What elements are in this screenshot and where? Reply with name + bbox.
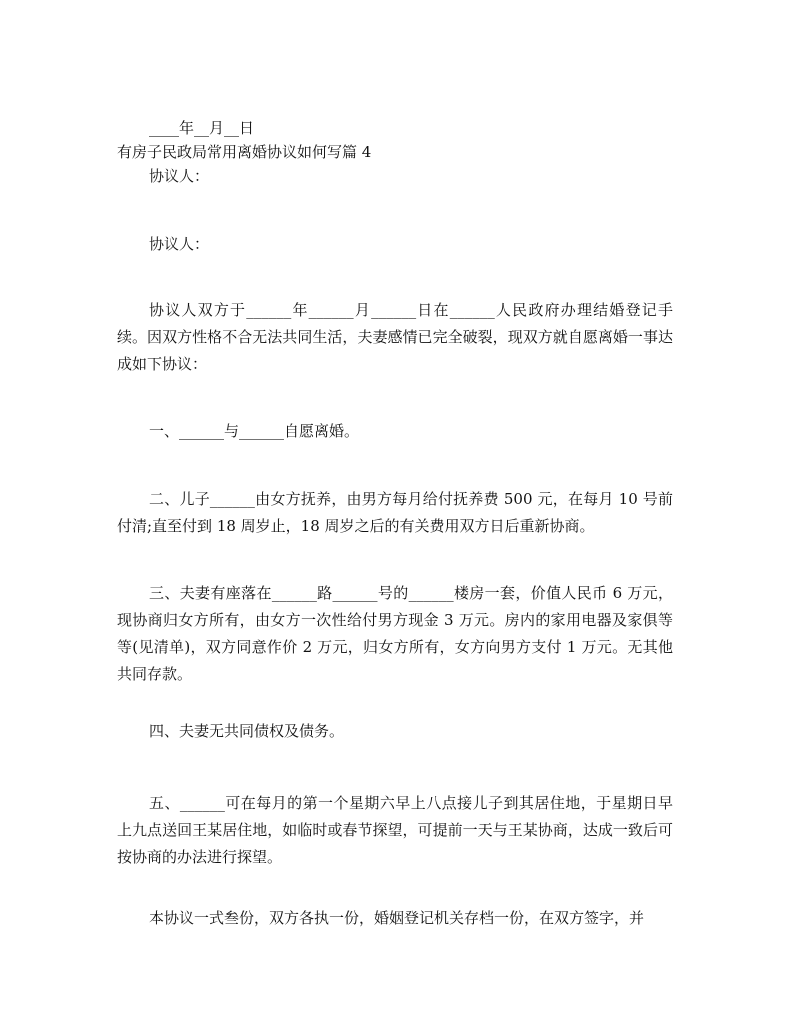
clause-4-paragraph: 四、夫妻无共同债权及债务。: [149, 722, 345, 740]
party-2-label: 协议人：: [149, 235, 210, 253]
party-1-label: 协议人：: [149, 167, 210, 185]
clause-5-paragraph: 五、______可在每月的第一个星期六早上八点接儿子到其居住地，于星期日早上九点送回王某居住地，如临时或春节探望，可提前一天与王某协商，达成一致后可按协商的办法进行探望。: [117, 794, 673, 866]
intro-paragraph: 协议人双方于______年______月______日在______人民政府办理结婚登记手续。因双方性格不合无法共同生活，夫妻感情已完全破裂，现双方就自愿离婚一事达成如下协议：: [117, 301, 673, 373]
clause-1-paragraph: 一、______与______自愿离婚。: [149, 422, 360, 440]
document-title: 有房子民政局常用离婚协议如何写篇 4: [117, 143, 372, 161]
date-line: ____年__月__日: [149, 119, 255, 137]
closing-paragraph: 本协议一式叁份，双方各执一份，婚姻登记机关存档一份，在双方签字，并: [149, 909, 645, 927]
clause-2-paragraph: 二、儿子______由女方抚养，由男方每月给付抚养费 500 元，在每月 10 号前付清;直至付到 18 周岁止，18 周岁之后的有关费用双方日后重新协商。: [117, 490, 673, 535]
clause-3-paragraph: 三、夫妻有座落在______路______号的______楼房一套，价值人民币 6 万元，现协商归女方所有，由女方一次性给付男方现金 3 万元。房内的家用电器及家俱等等(见清单)，双方同意作价 2 万元，归女方所有，女方向男方支付 1 万元。无其他共同存款。: [117, 584, 673, 683]
